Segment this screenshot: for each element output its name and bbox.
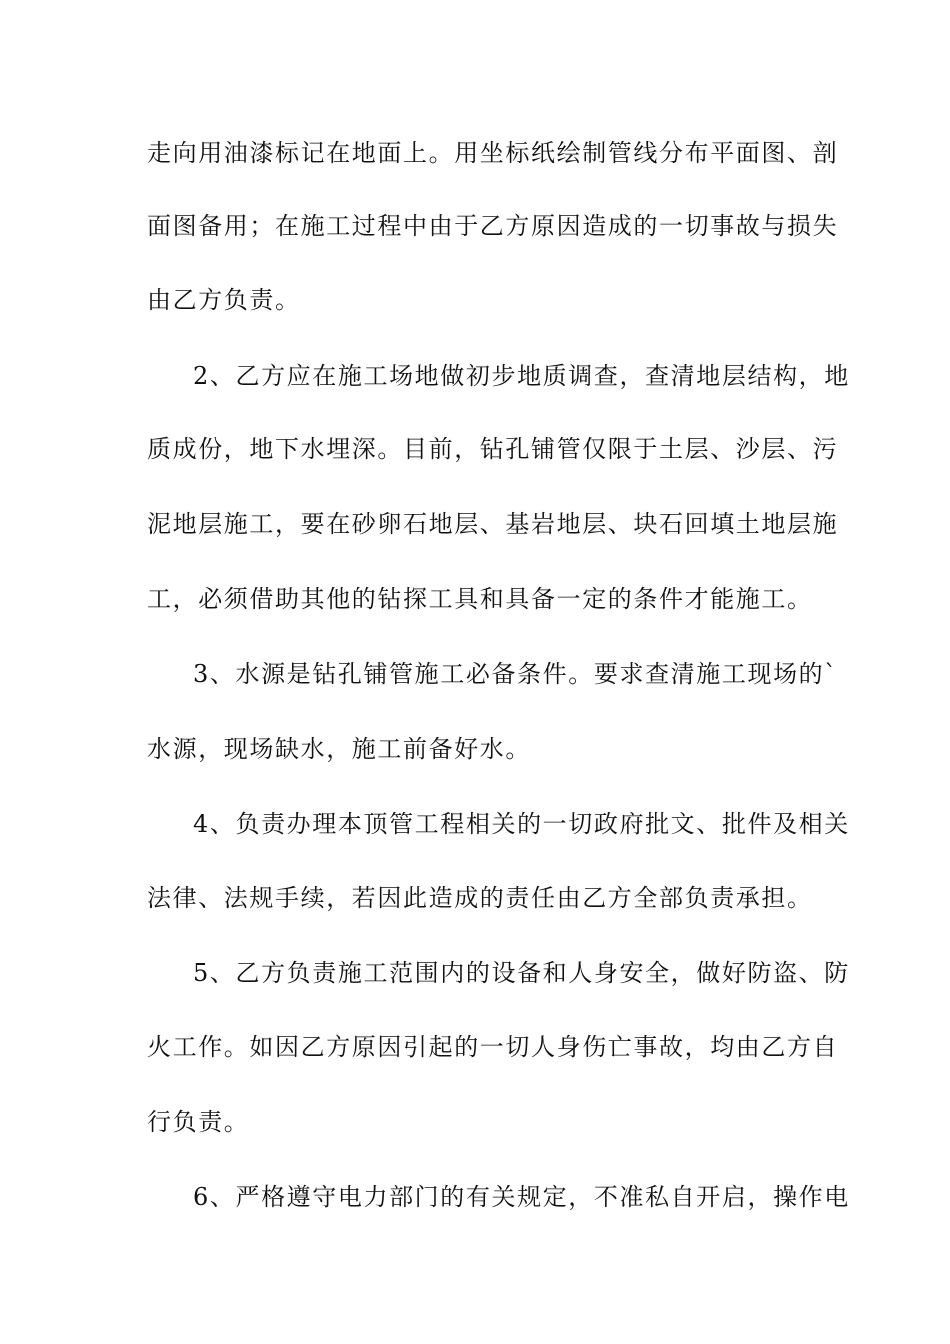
text-line: 工，必须借助其他的钻探工具和具备一定的条件才能施工。 bbox=[147, 585, 813, 613]
text-line: 由乙方负责。 bbox=[147, 286, 301, 314]
paragraph-4-line: 4、负责办理本顶管工程相关的一切政府批文、批件及相关 bbox=[193, 810, 850, 838]
paragraph-6-line: 6、严格遵守电力部门的有关规定，不准私自开启，操作电 bbox=[193, 1183, 850, 1211]
paragraph-3-line: 3、水源是钻孔铺管施工必备条件。要求查清施工现场的` bbox=[193, 660, 838, 688]
text-line: 法律、法规手续，若因此造成的责任由乙方全部负责承担。 bbox=[147, 884, 813, 912]
text-line: 质成份，地下水埋深。目前，钻孔铺管仅限于土层、沙层、污 bbox=[147, 435, 839, 463]
text-line: 面图备用；在施工过程中由于乙方原因造成的一切事故与损失 bbox=[147, 212, 839, 240]
text-line: 火工作。如因乙方原因引起的一切人身伤亡事故，均由乙方自 bbox=[147, 1033, 839, 1061]
text-line: 泥地层施工，要在砂卵石地层、基岩地层、块石回填土地层施 bbox=[147, 510, 839, 538]
text-line: 水源，现场缺水，施工前备好水。 bbox=[147, 735, 531, 763]
text-line: 行负责。 bbox=[147, 1108, 250, 1136]
paragraph-5-line: 5、乙方负责施工范围内的设备和人身安全，做好防盗、防 bbox=[193, 959, 850, 987]
text-line: 走向用油漆标记在地面上。用坐标纸绘制管线分布平面图、剖 bbox=[147, 139, 839, 167]
paragraph-2-line: 2、乙方应在施工场地做初步地质调查，查清地层结构，地 bbox=[193, 362, 850, 390]
